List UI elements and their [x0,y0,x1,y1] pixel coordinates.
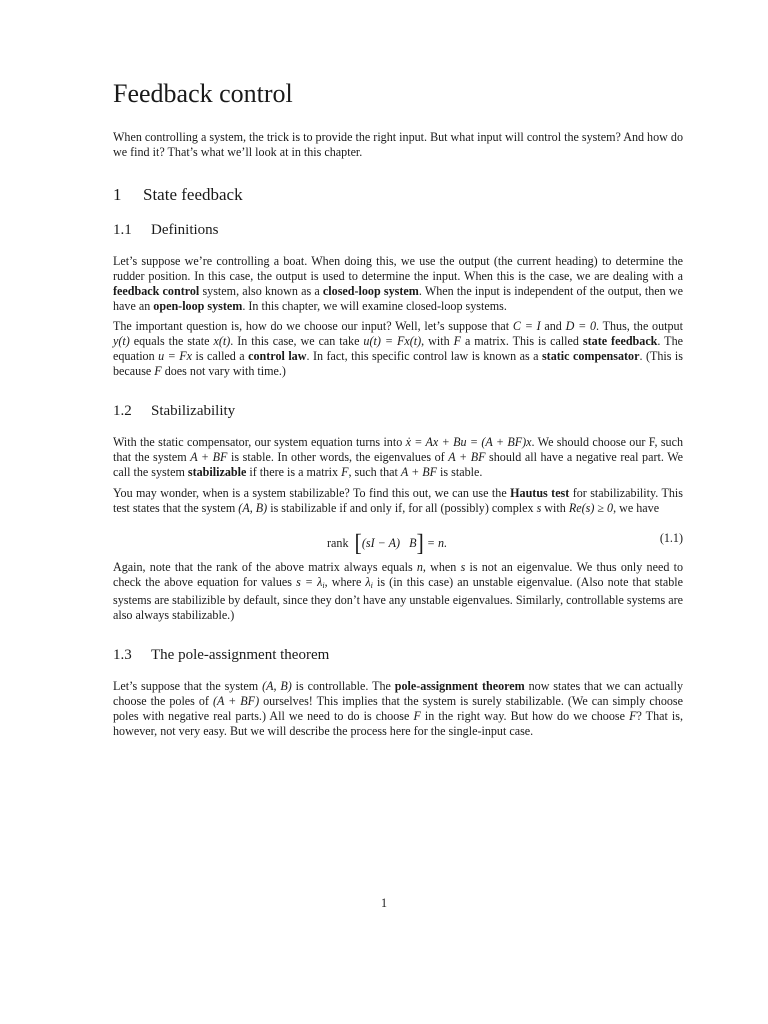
text-run: . Thus, the output [596,319,683,334]
math-inline: s [460,559,466,574]
equation-rank-operator: rank [327,535,349,550]
text-run: now states that we can actually choose the poles of [113,679,683,709]
math-inline: λ [365,574,371,589]
text-run: , with [421,334,454,349]
subsection-title: The pole-assignment theorem [151,647,330,664]
text-run: . In fact, this specific control law is known as a [306,349,542,364]
math-subscript: i [322,580,325,590]
subsection-title: Definitions [151,221,219,238]
math-inline: A + BF [448,449,486,464]
text-run: . When the input is independent of the output, then we have an [113,283,683,313]
math-inline: A + BF [190,449,228,464]
math-inline: x(t) [213,334,231,349]
math-inline: ẋ = Ax + Bu = (A + BF)x [405,435,532,450]
stabilizability-paragraph-1 [113,435,683,480]
math-inline: s [536,500,542,515]
math-inline: F [154,364,162,379]
section-heading-state-feedback [113,184,683,206]
text-run: With the static compensator, our system equation turns into [113,435,406,450]
left-bracket: [ [354,528,362,556]
text-run: Let’s suppose we’re controlling a boat. When doing this, we use the output (the current heading) to determine the rudder position. In this case, the output is used to determine the input. When this is the case, we are dealing with a [113,253,683,283]
text-run: with [541,500,569,515]
definitions-paragraph-2 [113,319,683,379]
text-run: You may wonder, when is a system stabilizable? To find this out, we can use the [113,485,511,500]
definitions-paragraph-1 [113,254,683,314]
page-title: Feedback control [113,79,293,108]
pole-assignment-paragraph-1 [113,679,683,739]
term-pole-assignment-theorem: pole-assignment theorem [394,679,525,694]
text-run: is called a [192,349,249,364]
subsection-number: 1.1 [113,221,132,238]
math-inline: A + BF [400,464,438,479]
term-closed-loop-system: closed-loop system [322,283,419,298]
subsection-number: 1.2 [113,403,132,420]
right-bracket: ] [416,528,424,556]
page-content [113,78,683,739]
subsection-number: 1.3 [113,647,132,664]
math-inline: F [453,334,461,349]
term-open-loop-system: open-loop system [153,298,243,313]
text-run: should all have a negative real part. We call the system [113,449,684,479]
text-run: does not vary with time.) [161,364,286,379]
math-inline: F [341,464,349,479]
text-run: is stable. In other words, the eigenvalues of [227,449,449,464]
math-inline: F [629,709,637,724]
text-run: and [540,319,566,334]
math-inline: y(t) [113,334,130,349]
text-run: ? That is, however, not very easy. But we will describe the process here for the single-input case. [113,709,684,738]
text-run: for stabilizability. This test states that the system [113,485,683,515]
term-hautus-test: Hautus test [510,485,570,500]
text-run: is stabilizable if and only if, for all (possibly) complex [267,500,537,515]
text-run: ourselves! This implies that the system is surely stabilizable. (We can simply choose poles with negative real parts.) All we need to do is choose [113,694,683,724]
text-run: . In this case, we can take [230,334,364,349]
page-number: 1 [380,896,388,910]
term-static-compensator: static compensator [541,349,640,364]
equation-number: (1.1) [659,530,683,545]
math-inline: Re(s) ≥ 0 [568,500,614,515]
stabilizability-paragraph-3 [113,560,683,624]
equation-body [327,530,447,556]
math-inline: u = Fx [158,349,192,364]
intro-paragraph: When controlling a system, the trick is to provide the right input. But what input will control the system? And how do we find it? That’s what we’ll look at in this chapter. [113,130,684,159]
text-run: if there is a matrix [246,464,342,479]
text-run: , when [422,559,461,574]
text-run: , where [324,574,366,589]
text-run: in the right way. But how do we choose [420,709,630,724]
subsection-heading-definitions [113,220,683,240]
text-run: system, also known as a [199,283,323,298]
text-run: , such that [348,464,401,479]
term-stabilizable: stabilizable [187,464,247,479]
subsection-heading-stabilizability [113,401,683,421]
text-run: is (in this case) an unstable eigenvalue. (Also note that stable systems are stabilizible by default, since they don’t have any unstable eigenvalues. Similarly, controllable systems are also always stabilizable.) [113,574,683,623]
section-title: State feedback [143,184,243,204]
math-inline: n [416,559,423,574]
math-inline: s = λ [296,574,323,589]
text-run: , we have [613,500,660,515]
text-run: Let’s suppose that the system [113,679,263,694]
text-run: is stable. [437,464,483,479]
text-run: a matrix. This is called [460,334,583,349]
text-run: . In this chapter, we will examine closed-loop systems. [242,298,507,313]
text-run: . The equation [113,334,683,364]
text-run: is not an eigenvalue. We thus only need to check the above equation for values [113,559,683,589]
text-run: . We should choose our F, such that the system [113,435,683,464]
equation-1-1 [113,524,683,554]
text-run: The important question is, how do we choose our input? Well, let’s suppose that [113,319,513,334]
equation-matrix: (sI − A) B [361,535,417,550]
term-feedback-control: feedback control [113,283,200,298]
math-inline: (A, B) [262,679,292,694]
text-run: is controllable. The [291,679,395,694]
term-control-law: control law [248,349,307,364]
math-inline: u(t) = Fx(t) [363,334,422,349]
text-run: Again, note that the rank of the above matrix always equals [113,559,417,574]
stabilizability-paragraph-2 [113,486,683,516]
subsection-title: Stabilizability [151,403,236,420]
math-inline: (A + BF) [212,694,260,709]
math-inline: C = I [512,319,541,334]
math-inline: (A, B) [238,500,268,515]
equation-rhs: = n. [426,535,448,550]
term-state-feedback: state feedback [582,334,658,349]
text-run: equals the state [129,334,214,349]
subsection-heading-pole-assignment [113,645,683,665]
math-inline: F [413,709,421,724]
section-number: 1 [113,184,122,204]
math-subscript: i [370,580,373,590]
math-inline: D = 0 [565,319,597,334]
text-run: . (This is because [113,349,684,379]
